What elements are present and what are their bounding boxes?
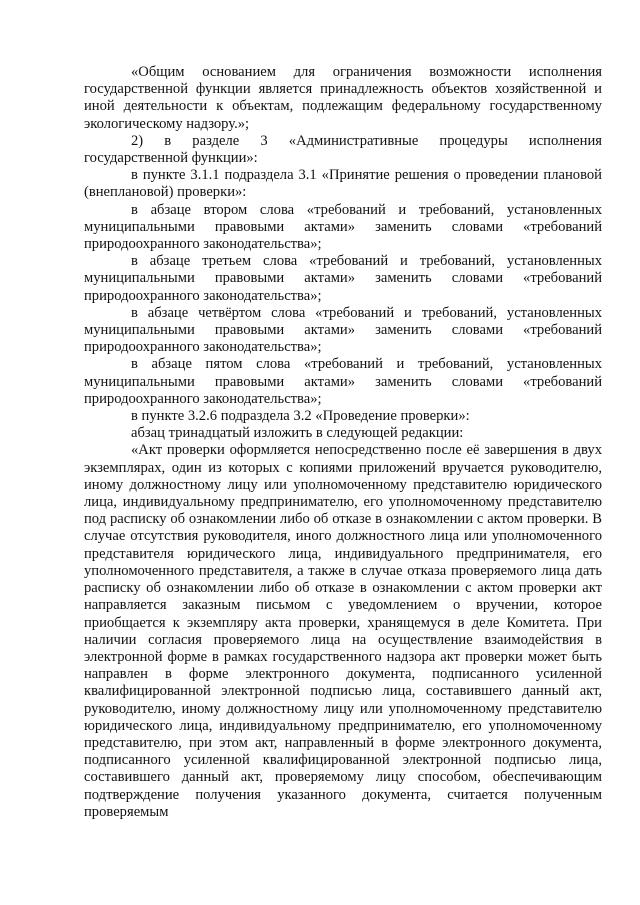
paragraph-abzac-third: в абзаце третьем слова «требований и требований, установленных муниципальными правовыми актами» заменить словами «требований природоохранного законодательства»; xyxy=(84,253,602,304)
paragraph-abzac-fifth: в абзаце пятом слова «требований и требований, установленных муниципальными правовыми актами» заменить словами «требований природоохранного законодательства»; xyxy=(84,356,602,407)
paragraph-inspection-act: «Акт проверки оформляется непосредственно после её завершения в двух экземплярах, один из которых с копиями приложений вручается руководителю, иному должностному лицу или уполномоченному представителю юридического лица, индивидуальному предпринимателю, его уполномоченному представителю под расписку об ознакомлении либо об отказе в ознакомлении с актом проверки. В случае отсутствия руководителя, иного должностного лица или уполномоченного представителя юридического лица, индивидуального предпринимателя, его уполномоченного представителя, а также в случае отказа проверяемого лица дать расписку об ознакомлении либо об отказе в ознакомлении с актом проверки акт направляется заказным письмом с уведомлением о вручении, которое приобщается к экземпляру акта проверки, хранящемуся в деле Комитета. При наличии согласия проверяемого лица на осуществление взаимодействия в электронной форме в рамках государственного надзора акт проверки может быть направлен в форме электронного документа, подписанного усиленной квалифицированной электронной подписью лица, составившего данный акт, руководителю, иному должностному лицу или уполномоченному представителю юридического лица, индивидуальному предпринимателю, его уполномоченному представителю, при этом акт, направленный в форме электронного документа, подписанного усиленной квалифицированной электронной подписью лица, составившего данный акт, проверяемому лицу способом, обеспечивающим подтверждение получения указанного документа, считается полученным проверяемым xyxy=(84,442,602,820)
paragraph-abzac-thirteenth: абзац тринадцатый изложить в следующей редакции: xyxy=(131,425,464,442)
paragraph-item-3-2-6: в пункте 3.2.6 подраздела 3.2 «Проведение проверки»: xyxy=(131,408,470,425)
paragraph-abzac-fourth: в абзаце четвёртом слова «требований и требований, установленных муниципальными правовыми актами» заменить словами «требований природоохранного законодательства»; xyxy=(84,304,602,356)
paragraph-general-basis: «Общим основанием для ограничения возможности исполнения государственной функции является принадлежность объектов хозяйственной и иной деятельности к объектам, подлежащим федеральному государственному экологическому надзору.»; xyxy=(84,64,602,132)
document-page xyxy=(84,64,602,821)
paragraph-section-3: 2) в разделе 3 «Административные процедуры исполнения государственной функции»: xyxy=(84,132,602,167)
paragraph-abzac-second: в абзаце втором слова «требований и требований, установленных муниципальными правовыми актами» заменить словами «требований природоохранного законодательства»; xyxy=(84,201,602,253)
paragraph-item-3-1-1: в пункте 3.1.1 подраздела 3.1 «Принятие решения о проведении плановой (внеплановой) проверки»: xyxy=(84,167,602,201)
